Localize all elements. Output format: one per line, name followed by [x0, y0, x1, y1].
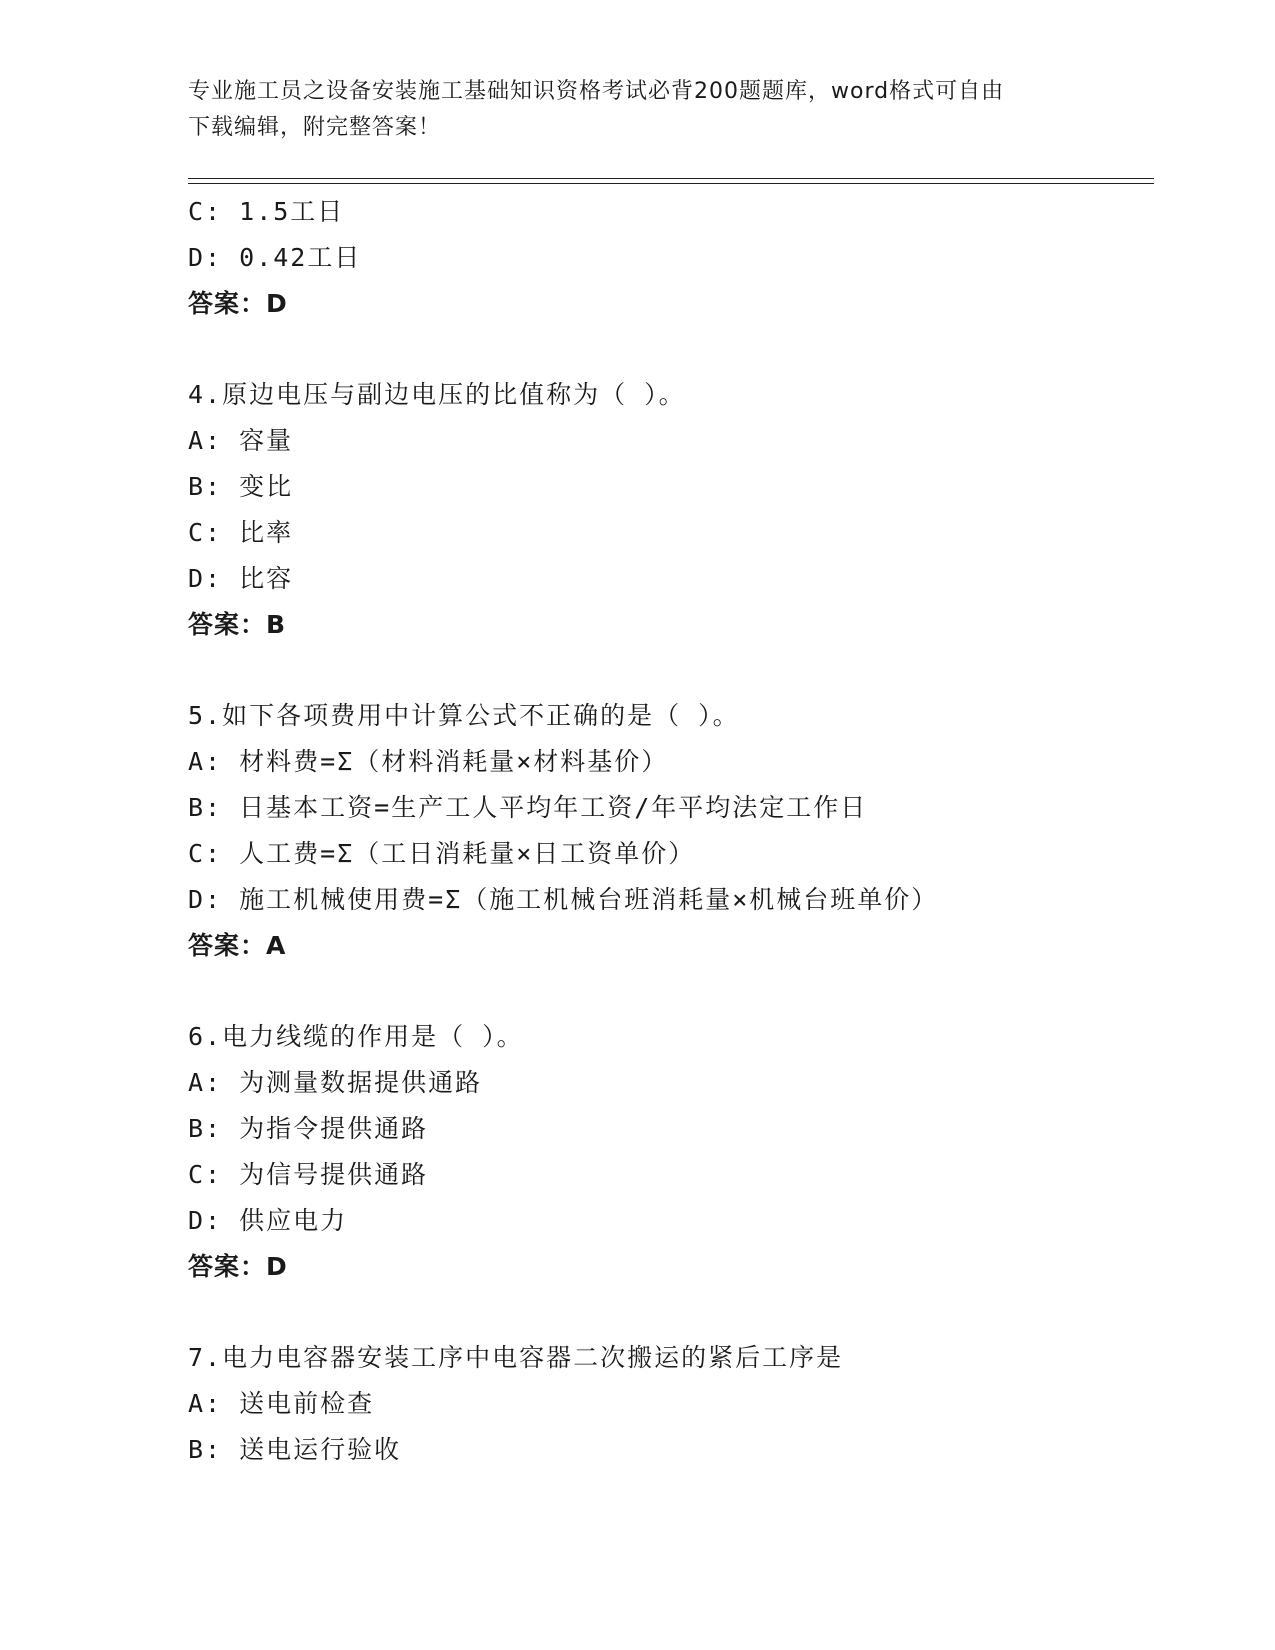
question-3-fragment [188, 189, 1168, 327]
spacer [188, 969, 1168, 1014]
question-text: 6.电力线缆的作用是（ ）。 [188, 1022, 524, 1051]
option-b: B: 送电运行验收 [188, 1435, 402, 1464]
option-d: D: 比容 [188, 564, 294, 593]
option-d: D: 0.42工日 [188, 243, 362, 272]
option-c: C: 为信号提供通路 [188, 1160, 429, 1189]
option-a: A: 为测量数据提供通路 [188, 1068, 483, 1097]
option-a: A: 材料费=Σ（材料消耗量×材料基价） [188, 747, 669, 776]
question-4 [188, 372, 1168, 648]
spacer [188, 1290, 1168, 1335]
question-7 [188, 1335, 1168, 1473]
option-d: D: 施工机械使用费=Σ（施工机械台班消耗量×机械台班单价） [188, 885, 939, 914]
answer: 答案：D [188, 289, 288, 318]
question-text: 7.电力电容器安装工序中电容器二次搬运的紧后工序是 [188, 1343, 844, 1372]
question-text: 4.原边电压与副边电压的比值称为（ ）。 [188, 380, 686, 409]
option-c: C: 比率 [188, 518, 294, 547]
option-b: B: 为指令提供通路 [188, 1114, 429, 1143]
option-c: C: 人工费=Σ（工日消耗量×日工资单价） [188, 839, 696, 868]
option-b: B: 变比 [188, 472, 294, 501]
question-5 [188, 693, 1168, 969]
header-rule-bottom [188, 183, 1154, 184]
spacer [188, 327, 1168, 372]
header-line-1: 专业施工员之设备安装施工基础知识资格考试必背200题题库，word格式可自由 [188, 79, 1005, 104]
header-line-2: 下载编辑，附完整答案！ [188, 115, 442, 140]
option-c: C: 1.5工日 [188, 197, 345, 226]
option-b: B: 日基本工资=生产工人平均年工资/年平均法定工作日 [188, 793, 868, 822]
answer: 答案：D [188, 1252, 288, 1281]
answer: 答案：B [188, 610, 287, 639]
question-list [188, 189, 1168, 1473]
answer: 答案：A [188, 931, 287, 960]
question-text: 5.如下各项费用中计算公式不正确的是（ ）。 [188, 701, 740, 730]
document-header [188, 74, 1088, 146]
option-a: A: 送电前检查 [188, 1389, 375, 1418]
option-a: A: 容量 [188, 426, 294, 455]
spacer [188, 648, 1168, 693]
option-d: D: 供应电力 [188, 1206, 348, 1235]
question-6 [188, 1014, 1168, 1290]
header-rule-top [188, 178, 1154, 179]
